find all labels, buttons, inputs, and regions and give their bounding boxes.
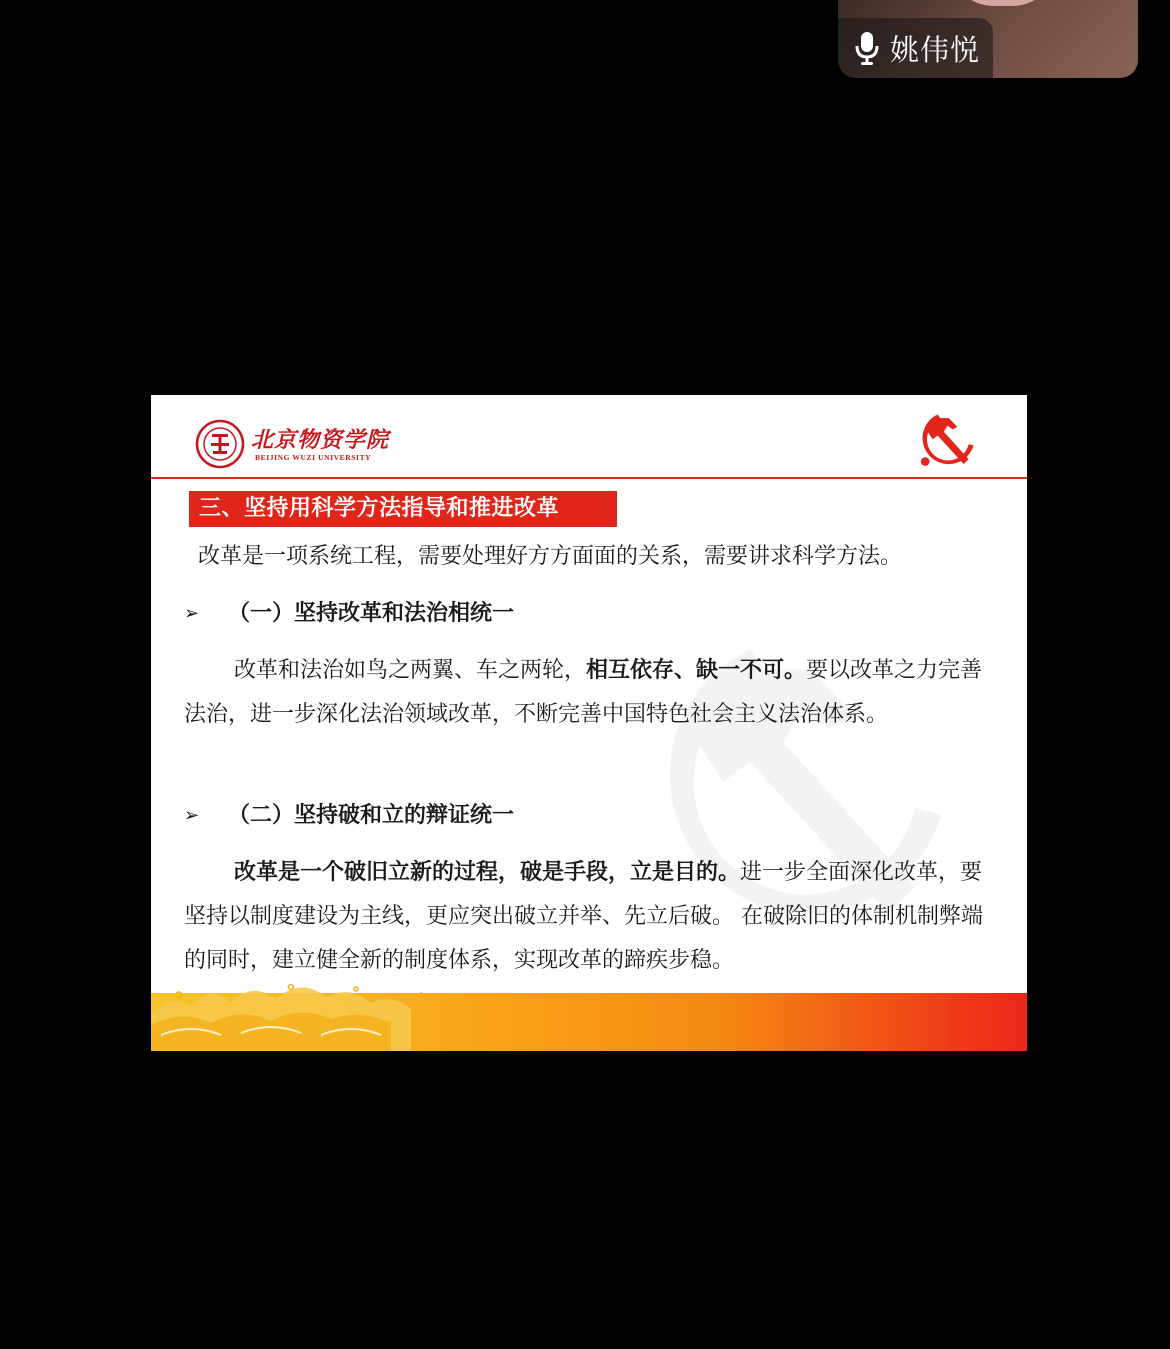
speaker-name: 姚伟悦 (890, 32, 981, 67)
party-emblem-icon (919, 407, 981, 469)
point-2-paragraph (184, 851, 1004, 983)
point-1-text-after: 要以改革之力完善法治，进一步深化法治领域改革，不断完善中国特色社会主义法治体系。 (184, 658, 983, 727)
point-2-heading-text: （二）坚持破和立的辩证统一 (228, 803, 515, 828)
slide-header (151, 395, 1027, 479)
speaker-video-tile[interactable] (838, 0, 1138, 78)
point-2-heading (184, 800, 514, 832)
microphone-icon (854, 31, 880, 65)
speaker-name-badge (838, 18, 993, 78)
point-2-text-after: 进一步全面深化改革，要坚持以制度建设为主线，更应突出破立并举、先立后破。 在破除旧的体制机制弊端的同时，建立健全新的制度体系，实现改革的蹄疾步稳。 (184, 860, 983, 973)
speaker-video-feed (948, 0, 1058, 6)
point-1-text-bold: 相互依存、缺一不可。 (586, 658, 807, 683)
university-name-cn: 北京物资学院 (251, 426, 390, 453)
intro-text: 改革是一项系统工程，需要处理好方方面面的关系，需要讲求科学方法。 (198, 544, 903, 569)
arrowhead-bullet-icon: ➢ (184, 603, 200, 624)
arrowhead-bullet-icon: ➢ (184, 805, 200, 826)
university-logo (195, 419, 389, 469)
point-2-text-bold: 改革是一个破旧立新的过程，破是手段，立是目的。 (234, 860, 741, 885)
university-name-en: BEIJING WUZI UNIVERSITY (255, 452, 372, 462)
section-title: 三、坚持用科学方法指导和推进改革 (189, 491, 617, 527)
point-1-text-before: 改革和法治如鸟之两翼、车之两轮， (234, 658, 587, 683)
university-seal-icon (195, 419, 245, 469)
shared-slide (151, 395, 1027, 1051)
wave-decoration-icon (151, 973, 451, 1051)
point-1-heading-text: （一）坚持改革和法治相统一 (228, 601, 515, 626)
point-1-paragraph (184, 649, 1004, 737)
point-1-heading (184, 598, 514, 630)
